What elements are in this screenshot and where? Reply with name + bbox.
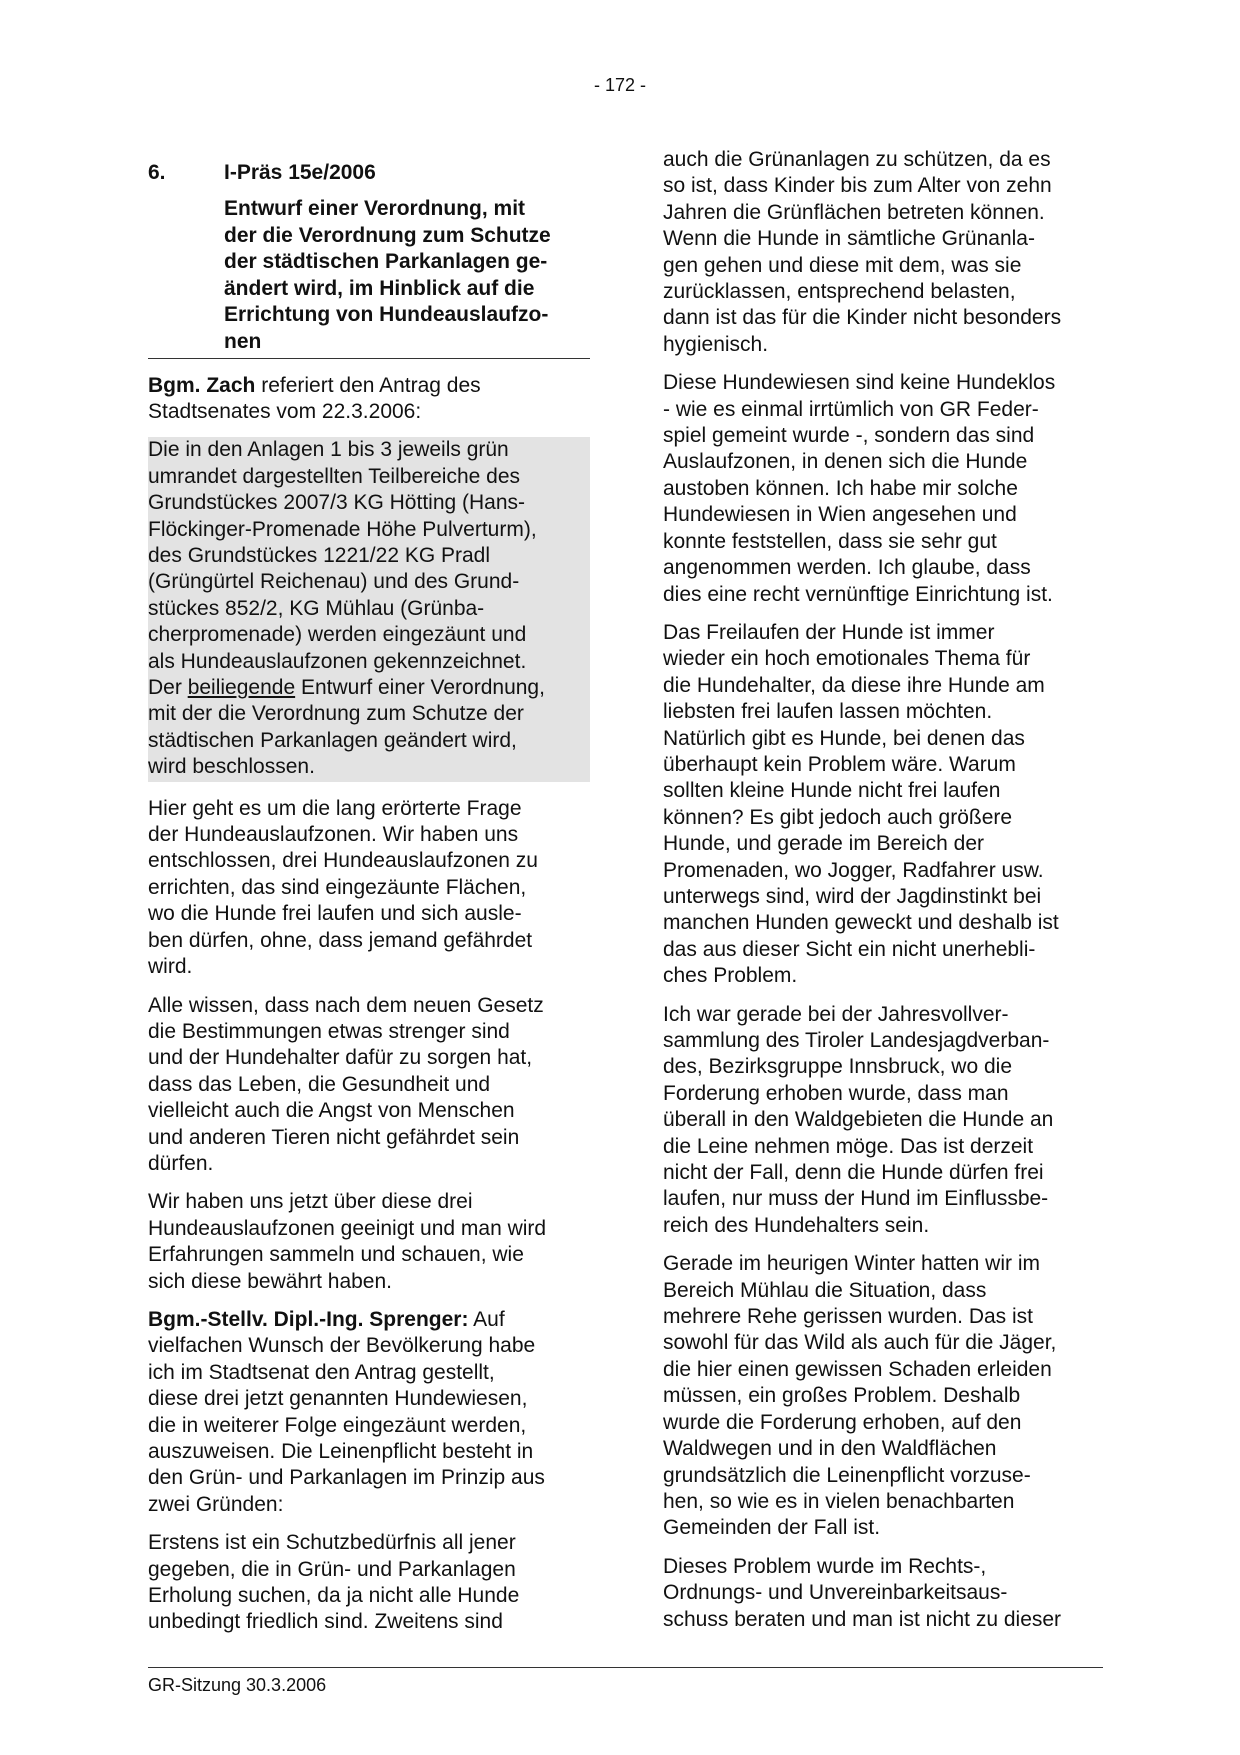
- agenda-title-line: der die Verordnung zum Schutze: [224, 223, 551, 247]
- agenda-title-line: Errichtung von Hundeauslaufzo-: [224, 303, 549, 327]
- speaker-name: Bgm.-Stellv. Dipl.-Ing. Sprenger:: [148, 1307, 469, 1331]
- paragraph: auch die Grünanlagen zu schützen, da es so ist, dass Kinder bis zum Alter von zehn Jahren die Grünflächen betreten können. Wenn die Hunde in sämtliche Grünanla- gen gehen und diese mit dem, was sie zurücklassen, entsprechend belasten, dann ist das für die Kinder nicht besonders hygienisch.: [663, 148, 1062, 356]
- agenda-number: 6.: [148, 161, 166, 184]
- agenda-title-line: Entwurf einer Verordnung, mit: [224, 197, 526, 220]
- right-column: [663, 147, 1105, 1645]
- paragraph: Das Freilaufen der Hunde ist immer wieder ein hoch emotionales Thema für die Hundehalter, da diese ihre Hunde am liebsten frei laufen lassen möchten. Natürlich gibt es Hunde, bei denen das überhaupt kein Problem wäre. Warum sollten kleine Hunde nicht frei laufen können? Es gibt jedoch auch größere Hunde, und gerade im Bereich der Promenaden, wo Jogger, Radfahrer usw. unterwegs sind, wird der Jagdinstinkt bei manchen Hunden geweckt und deshalb ist das aus dieser Sicht ein nicht unerhebli- ches Problem.: [663, 620, 1059, 988]
- agenda-reference: I-Präs 15e/2006: [224, 161, 376, 184]
- motion-underlined-line: Der beiliegende Entwurf einer Verordnung,: [148, 676, 545, 700]
- paragraph: Erstens ist ein Schutzbedürfnis all jener gegeben, die in Grün- und Parkanlagen Erholung suchen, da ja nicht alle Hunde unbedingt friedlich sind. Zweitens sind: [148, 1531, 520, 1634]
- paragraph: Alle wissen, dass nach dem neuen Gesetz die Bestimmungen etwas strenger sind und der Hundehalter dafür zu sorgen hat, dass das Leben, die Gesundheit und vielleicht auch die Angst von Menschen und anderen Tieren nicht gefährdet sein dürfen.: [148, 993, 544, 1175]
- intro-paragraph: Bgm. Zach referiert den Antrag des Stadtsenates vom 22.3.2006:: [148, 373, 481, 423]
- underlined-word: beiliegende: [187, 676, 296, 700]
- footer-text: GR-Sitzung 30.3.2006: [148, 1675, 327, 1695]
- agenda-heading: [148, 160, 590, 186]
- paragraph: Hier geht es um die lang erörterte Frage der Hundeauslaufzonen. Wir haben uns entschlossen, drei Hundeauslaufzonen zu errichten, das sind eingezäunte Flächen, wo die Hunde frei laufen und sich ausle- ben dürfen, ohne, dass jemand gefährdet wird.: [148, 796, 538, 979]
- left-column: [148, 160, 590, 1648]
- paragraph: Diese Hundewiesen sind keine Hundeklos - wie es einmal irrtümlich von GR Feder- spiel gemeint wurde -, sondern das sind Auslaufzonen, in denen sich die Hunde austoben können. Ich habe mir solche Hundewiesen in Wien angesehen und konnte feststellen, dass sie sehr gut angenommen werden. Ich glaube, dass dies eine recht vernünftige Einrichtung ist.: [663, 371, 1056, 606]
- paragraph: Bgm.-Stellv. Dipl.-Ing. Sprenger: Auf vielfachen Wunsch der Bevölkerung habe ich im Stadtsenat den Antrag gestellt, diese drei jetzt genannten Hundewiesen, die in weiterer Folge eingezäunt werden, auszuweisen. Die Leinenpflicht besteht in den Grün- und Parkanlagen im Prinzip aus zwei Gründen:: [148, 1307, 545, 1516]
- paragraph: Gerade im heurigen Winter hatten wir im Bereich Mühlau die Situation, dass mehrere Rehe gerissen wurden. Das ist sowohl für das Wild als auch für die Jäger, die hier einen gewissen Schaden erleiden müssen, ein großes Problem. Deshalb wurde die Forderung erhoben, auf den Waldwegen und in den Waldflächen grundsätzlich die Leinenpflicht vorzuse- hen, so wie es in vielen benachbarten Gemeinden der Fall ist.: [663, 1252, 1057, 1540]
- agenda-title-line: der städtischen Parkanlagen ge-: [224, 250, 548, 274]
- agenda-title: [148, 196, 590, 359]
- motion-text-box: Die in den Anlagen 1 bis 3 jeweils grün umrandet dargestellten Teilbereiche des Grundstückes 2007/3 KG Hötting (Hans- Flöckinger-Promenade Höhe Pulverturm), des Grundstückes 1221/22 KG Pradl (Grüngürtel Reichenau) und des Grund- stückes 852/2, KG Mühlau (Grünba- cherpromenade) werden eingezäunt und als Hundeauslaufzonen gekennzeichnet. Der beiliegende Entwurf einer Verordnung, mit der die Verordnung zum Schutze der städtischen Parkanlagen geändert wird, wird beschlossen.: [148, 437, 590, 781]
- agenda-title-line: ändert wird, im Hinblick auf die: [224, 276, 535, 300]
- agenda-title-line: nen: [224, 329, 262, 353]
- speaker-name: Bgm. Zach: [148, 373, 256, 397]
- paragraph: Wir haben uns jetzt über diese drei Hundeauslaufzonen geeinigt und man wird Erfahrungen sammeln und schauen, wie sich diese bewährt haben.: [148, 1190, 547, 1293]
- footer-divider: [148, 1667, 1103, 1668]
- page-number: - 172 -: [593, 75, 647, 95]
- paragraph: Ich war gerade bei der Jahresvollver- sammlung des Tiroler Landesjagdverban- des, Bezirksgruppe Innsbruck, wo die Forderung erhoben wurde, dass man überall in den Waldgebieten die Hunde an die Leine nehmen möge. Das ist derzeit nicht der Fall, denn die Hunde dürfen frei laufen, nur muss der Hund im Einflussbe- reich des Hundehalters sein.: [663, 1002, 1054, 1237]
- paragraph: Dieses Problem wurde im Rechts-, Ordnungs- und Unvereinbarkeitsaus- schuss beraten und man ist nicht zu dieser: [663, 1554, 1062, 1631]
